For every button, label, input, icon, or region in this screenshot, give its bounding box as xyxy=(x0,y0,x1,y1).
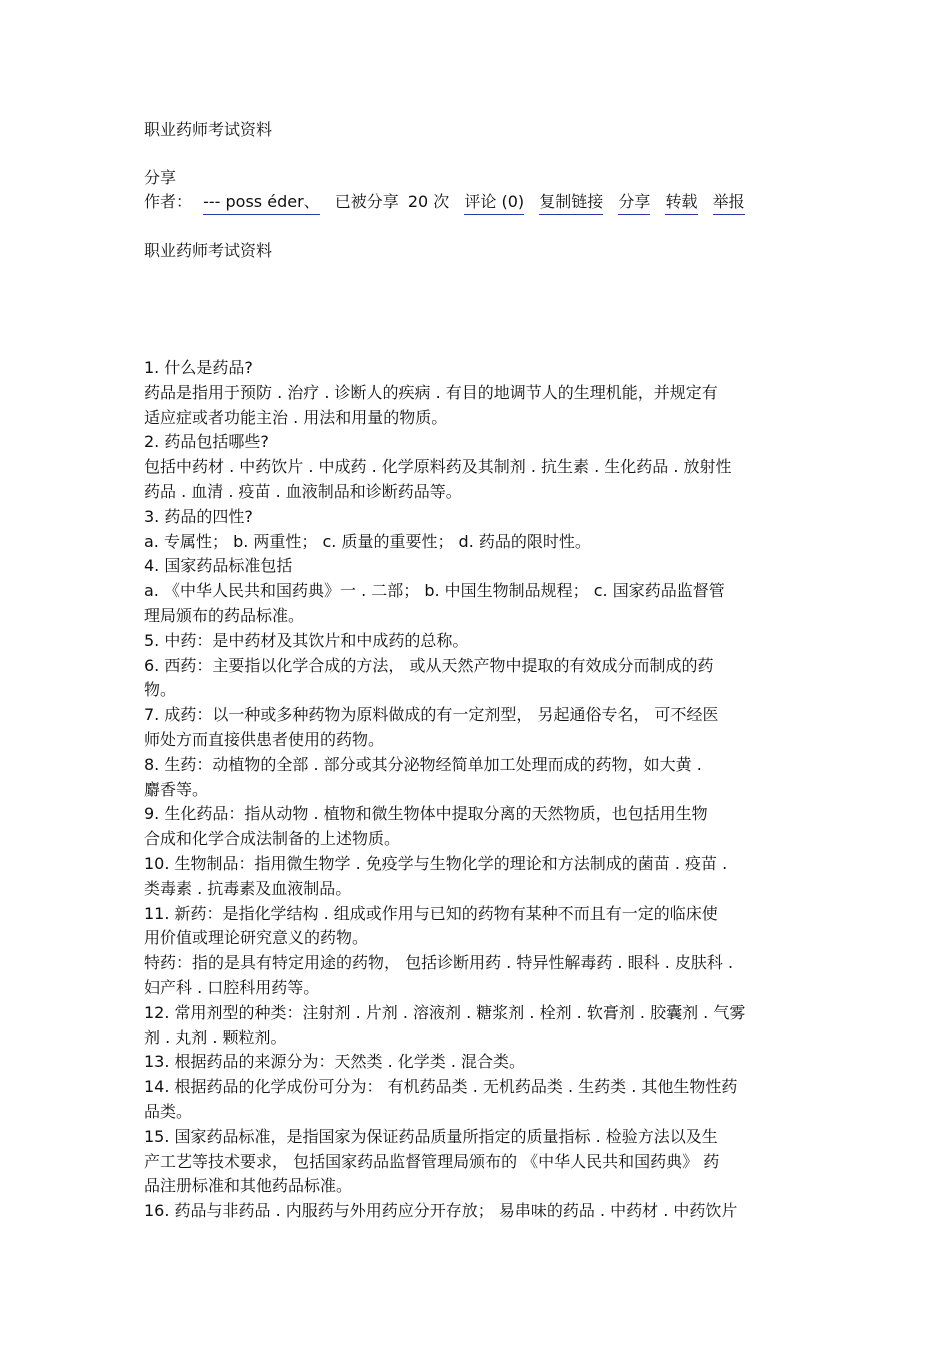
content-line: 16. 药品与非药品 . 内服药与外用药应分开存放； 易串味的药品 . 中药材 . 中药饮片 xyxy=(144,1201,738,1221)
share-count-text: 已被分享 xyxy=(334,192,399,211)
content-line: a. 《中华人民共和国药典》一 . 二部； b. 中国生物制品规程； c. 国家药品监督管 xyxy=(144,581,725,601)
content-line: 产工艺等技术要求， 包括国家药品监督管理局颁布的 《中华人民共和国药典》 药 xyxy=(144,1151,720,1171)
content-line: 师处方而直接供患者使用的药物。 xyxy=(144,729,385,749)
content-line: 适应症或者功能主治 . 用法和用量的物质。 xyxy=(144,407,448,427)
content-line: 14. 根据药品的化学成份可分为： 有机药品类 . 无机药品类 . 生药类 . 其他生物性药 xyxy=(144,1077,738,1097)
content-line: 药品 . 血清 . 疫苗 . 血液制品和诊断药品等。 xyxy=(144,481,462,501)
content-line: 剂 . 丸剂 . 颗粒剂。 xyxy=(144,1027,287,1047)
content-line: 13. 根据药品的来源分为：天然类 . 化学类 . 混合类。 xyxy=(144,1052,526,1072)
copy-link[interactable]: 复制链接 xyxy=(539,190,603,215)
content-line: 3. 药品的四性? xyxy=(144,506,253,526)
content-line: 8. 生药：动植物的全部 . 部分或其分泌物经简单加工处理而成的药物，如大黄 . xyxy=(144,754,702,774)
author-label: 作者： xyxy=(144,192,193,211)
content-line: 11. 新药：是指化学结构 . 组成或作用与已知的药物有某种不而且有一定的临床使 xyxy=(144,903,718,923)
content-line: 合成和化学合成法制备的上述物质。 xyxy=(144,829,401,849)
content-line: 7. 成药：以一种或多种药物为原料做成的有一定剂型， 另起通俗专名， 可不经医 xyxy=(144,705,719,725)
content-line: 6. 西药：主要指以化学合成的方法， 或从天然产物中提取的有效成分而制成的药 xyxy=(144,655,714,675)
comment-link[interactable]: 评论 (0) xyxy=(464,190,524,215)
report-link[interactable]: 举报 xyxy=(713,190,745,215)
content-line: a. 专属性； b. 两重性； c. 质量的重要性； d. 药品的限时性。 xyxy=(144,531,591,551)
author-link[interactable]: --- poss éder、 xyxy=(203,190,320,215)
content-line: 12. 常用剂型的种类：注射剂 . 片剂 . 溶液剂 . 糖浆剂 . 栓剂 . 软膏剂 . 胶囊剂 . 气雾 xyxy=(144,1002,746,1022)
content-line: 1. 什么是药品? xyxy=(144,358,253,377)
document-title: 职业药师考试资料 xyxy=(144,120,273,139)
share-count: 20 次 xyxy=(407,192,450,211)
document-title-repeat: 职业药师考试资料 xyxy=(144,241,273,260)
share-link[interactable]: 分享 xyxy=(618,190,650,215)
content-line: 品注册标准和其他药品标准。 xyxy=(144,1176,353,1196)
content-line: 妇产科 . 口腔科用药等。 xyxy=(144,977,320,997)
content-line: 2. 药品包括哪些? xyxy=(144,432,269,452)
content-line: 15. 国家药品标准，是指国家为保证药品质量所指定的质量指标 . 检验方法以及生 xyxy=(144,1126,718,1146)
content-line: 理局颁布的药品标准。 xyxy=(144,605,305,625)
content-line: 4. 国家药品标准包括 xyxy=(144,556,293,576)
meta-row xyxy=(144,190,755,215)
content-line: 麝香等。 xyxy=(144,779,209,799)
share-heading: 分享 xyxy=(144,168,177,187)
content-line: 品类。 xyxy=(144,1101,193,1121)
content-line: 用价值或理论研究意义的药物。 xyxy=(144,928,369,948)
content-line: 5. 中药：是中药材及其饮片和中成药的总称。 xyxy=(144,630,469,650)
content-line: 药品是指用于预防 . 治疗 . 诊断人的疾病 . 有目的地调节人的生理机能，并规定有 xyxy=(144,382,718,402)
content-line: 10. 生物制品：指用微生物学 . 免疫学与生物化学的理论和方法制成的菌苗 . 疫苗 . xyxy=(144,853,728,873)
content-line: 包括中药材 . 中药饮片 . 中成药 . 化学原料药及其制剂 . 抗生素 . 生化药品 . 放射性 xyxy=(144,457,732,477)
article-body xyxy=(144,356,824,1224)
content-line: 类毒素 . 抗毒素及血液制品。 xyxy=(144,878,352,898)
content-line: 9. 生化药品：指从动物 . 植物和微生物体中提取分离的天然物质，也包括用生物 xyxy=(144,804,708,824)
repost-link[interactable]: 转载 xyxy=(665,190,697,215)
content-line: 特药：指的是具有特定用途的药物， 包括诊断用药 . 特异性解毒药 . 眼科 . 皮肤科 . xyxy=(144,953,734,973)
content-line: 物。 xyxy=(144,680,177,700)
